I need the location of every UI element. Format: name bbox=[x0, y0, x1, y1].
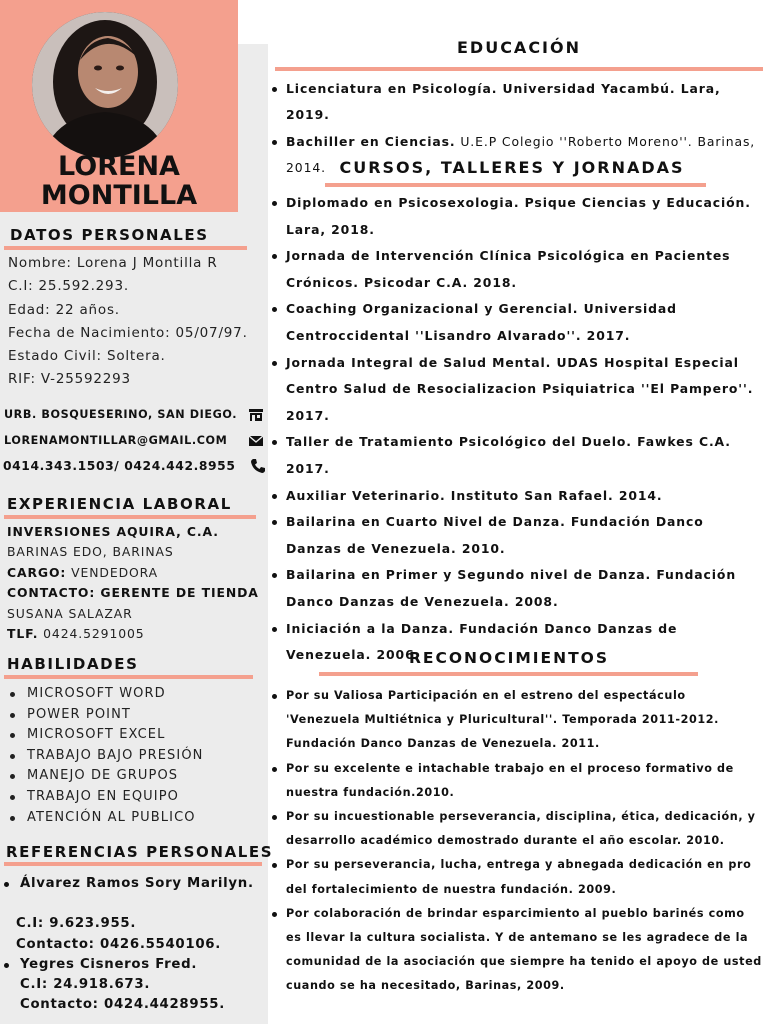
personal-civil-status: Estado Civil: Soltera. bbox=[8, 348, 166, 365]
cargo-value: VENDEDORA bbox=[66, 564, 159, 580]
personal-data-underline bbox=[4, 246, 247, 250]
personal-age: Edad: 22 años. bbox=[8, 301, 120, 318]
course-item: Iniciación a la Danza. Fundación Danco Danzas de Venezuela. 2006. bbox=[272, 616, 762, 669]
personal-birthdate: Fecha de Nacimiento: 05/07/97. bbox=[8, 324, 248, 341]
education-underline bbox=[275, 67, 763, 71]
ref1-name: Álvarez Ramos Sory Marilyn. bbox=[20, 876, 254, 891]
skills-title: HABILIDADES bbox=[7, 655, 139, 673]
personal-data-title: DATOS PERSONALES bbox=[10, 226, 209, 244]
course-item: Coaching Organizacional y Gerencial. Universidad Centroccidental ''Lisandro Alvarado''. 2017. bbox=[272, 296, 762, 349]
personal-name: Nombre: Lorena J Montilla R bbox=[8, 255, 218, 271]
skill-item: MANEJO DE GRUPOS bbox=[10, 766, 260, 787]
course-item: Jornada Integral de Salud Mental. UDAS Hospital Especial Centro Salud de Resocializacion Psiquiatrica ''El Pampero''. 2017. bbox=[272, 350, 762, 430]
first-name: LORENA bbox=[58, 151, 180, 182]
bullet bbox=[4, 882, 9, 887]
references-list bbox=[4, 874, 266, 1016]
contact-address: URB. BOSQUESERINO, SAN DIEGO. bbox=[4, 408, 238, 421]
recognitions-list bbox=[272, 684, 762, 999]
course-item: Bailarina en Cuarto Nivel de Danza. Fundación Danco Danzas de Venezuela. 2010. bbox=[272, 509, 762, 562]
recognitions-underline bbox=[319, 672, 698, 676]
store-icon bbox=[248, 407, 264, 423]
references-underline bbox=[4, 862, 262, 866]
experience-tlf bbox=[7, 624, 262, 644]
experience-title: EXPERIENCIA LABORAL bbox=[7, 495, 232, 513]
ref2-contact: Contacto: 0424.4428955. bbox=[20, 997, 225, 1013]
tlf-value: 0424.5291005 bbox=[38, 626, 145, 642]
course-item: Bailarina en Primer y Segundo nivel de Danza. Fundación Danco Danzas de Venezuela. 2008. bbox=[272, 562, 762, 615]
courses-underline bbox=[325, 183, 706, 187]
recognitions-title: RECONOCIMIENTOS bbox=[408, 649, 610, 667]
course-item: Taller de Tratamiento Psicológico del Duelo. Fawkes C.A. 2017. bbox=[272, 429, 762, 482]
reference-spacer bbox=[4, 894, 266, 914]
phone-icon bbox=[250, 458, 266, 474]
course-item: Diplomado en Psicosexologia. Psique Ciencias y Educación. Lara, 2018. bbox=[272, 190, 762, 243]
skill-item: ATENCIÓN AL PUBLICO bbox=[10, 808, 260, 829]
experience-contact-label: CONTACTO: GERENTE DE TIENDA bbox=[7, 585, 259, 601]
contact-address-row bbox=[4, 404, 266, 426]
education-title: EDUCACIÓN bbox=[456, 38, 581, 57]
personal-rif: RIF: V-25592293 bbox=[8, 371, 131, 388]
recognition-item: Por su Valiosa Participación en el estreno del espectáculo 'Venezuela Multiétnica y Pluricultural''. Temporada 2011-2012. Fundación Danco Danzas de Venezuela. 2011. bbox=[272, 684, 762, 757]
ref2-name: Yegres Cisneros Fred. bbox=[20, 956, 198, 972]
profile-photo bbox=[32, 12, 178, 158]
skill-item: MICROSOFT EXCEL bbox=[10, 725, 260, 746]
education-item2-rest: U.E.P Colegio ''Roberto Moreno''. Barinas, 2014. bbox=[286, 133, 756, 176]
reference-item-1 bbox=[4, 874, 266, 894]
cargo-label: CARGO: bbox=[7, 564, 67, 580]
bullet bbox=[4, 963, 9, 968]
education-item2-bold: Bachiller en Ciencias. bbox=[286, 133, 456, 149]
skill-item: POWER POINT bbox=[10, 705, 260, 726]
profile-photo-image bbox=[32, 12, 178, 158]
references-title: REFERENCIAS PERSONALES bbox=[6, 843, 274, 861]
sidebar-top-gap bbox=[238, 0, 268, 44]
candidate-name bbox=[0, 152, 238, 210]
skill-item: TRABAJO EN EQUIPO bbox=[10, 787, 260, 808]
course-item: Jornada de Intervención Clínica Psicológica en Pacientes Crónicos. Psicodar C.A. 2018. bbox=[272, 243, 762, 296]
course-item: Auxiliar Veterinario. Instituto San Rafael. 2014. bbox=[272, 483, 762, 510]
contact-email-row bbox=[4, 430, 266, 452]
tlf-label: TLF. bbox=[7, 626, 39, 642]
contact-phones: 0414.343.1503/ 0424.442.8955 bbox=[3, 459, 236, 473]
education-item: Licenciatura en Psicología. Universidad Yacambú. Lara, 2019. bbox=[272, 76, 762, 129]
ref1-contact: Contacto: 0426.5540106. bbox=[16, 936, 221, 952]
recognition-item: Por su perseverancia, lucha, entrega y abnegada dedicación en pro del fortalecimiento de nuestra fundación. 2009. bbox=[272, 853, 762, 901]
personal-ci: C.I: 25.592.293. bbox=[8, 278, 129, 295]
ref2-ci: C.I: 24.918.673. bbox=[20, 977, 151, 993]
experience-details bbox=[7, 522, 262, 644]
recognition-item: Por colaboración de brindar esparcimiento al pueblo barinés como es llevar la cultura socialista. Y de antemano se les agradece de la comunidad de la asociación que siempre ha tenido el apoyo de usted cuando se ha necesitado, Barinas, 2009. bbox=[272, 902, 762, 999]
courses-title: CURSOS, TALLERES Y JORNADAS bbox=[339, 158, 685, 177]
personal-data-list bbox=[8, 252, 248, 392]
experience-location: BARINAS EDO, BARINAS bbox=[7, 544, 174, 560]
experience-underline bbox=[4, 515, 256, 519]
experience-contact-name: SUSANA SALAZAR bbox=[7, 605, 133, 621]
contact-phone-row bbox=[4, 455, 266, 477]
experience-cargo bbox=[7, 563, 262, 583]
last-name: MONTILLA bbox=[40, 180, 198, 211]
courses-list bbox=[272, 190, 762, 669]
skills-list bbox=[10, 684, 260, 828]
envelope-icon bbox=[248, 433, 264, 449]
skill-item: TRABAJO BAJO PRESIÓN bbox=[10, 746, 260, 767]
skill-item: MICROSOFT WORD bbox=[10, 684, 260, 705]
recognition-item: Por su excelente e intachable trabajo en el proceso formativo de nuestra fundación.2010. bbox=[272, 757, 762, 805]
profile-header bbox=[0, 0, 238, 212]
ref1-ci: C.I: 9.623.955. bbox=[16, 916, 137, 932]
experience-company: INVERSIONES AQUIRA, C.A. bbox=[7, 524, 219, 539]
contact-email[interactable]: LORENAMONTILLAR@GMAIL.COM bbox=[4, 434, 228, 447]
reference-item-2 bbox=[4, 955, 266, 975]
recognition-item: Por su incuestionable perseverancia, disciplina, ética, dedicación, y desarrollo académico demostrado durante el año escolar. 2010. bbox=[272, 805, 762, 853]
skills-underline bbox=[4, 675, 253, 679]
